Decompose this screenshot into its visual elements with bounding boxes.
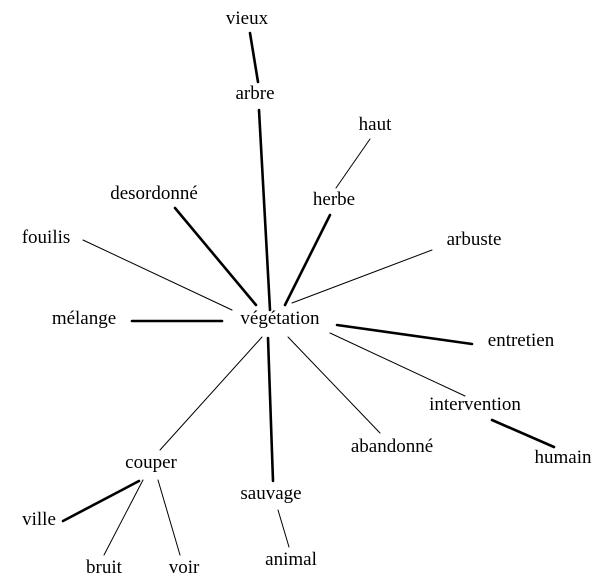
edge-sauvage-animal (278, 510, 289, 547)
word-abandonne: abandonné (350, 436, 434, 457)
edge-vegetation-sauvage (268, 338, 273, 481)
word-ville: ville (22, 509, 56, 530)
word-couper: couper (125, 452, 177, 473)
edge-couper-bruit (104, 480, 143, 555)
edges-layer (63, 33, 554, 555)
edge-vegetation-entretien (337, 325, 472, 344)
edge-arbuste-vegetation (292, 250, 432, 303)
edge-intervention-humain (492, 420, 554, 447)
word-voir: voir (168, 557, 200, 578)
word-fouilis: fouilis (21, 227, 71, 248)
edge-vieux-arbre (250, 33, 258, 82)
edge-desordonne-vegetation (175, 208, 256, 305)
word-vegetation: végétation (240, 308, 320, 329)
word-arbuste: arbuste (446, 229, 502, 250)
word-haut: haut (358, 114, 392, 135)
word-melange: mélange (51, 308, 117, 329)
word-herbe: herbe (312, 189, 356, 210)
edge-vegetation-couper (160, 337, 262, 450)
edge-vegetation-intervention (330, 333, 465, 396)
edge-arbre-vegetation (259, 110, 270, 310)
word-desordonne: desordonné (110, 183, 198, 204)
word-vieux: vieux (225, 8, 269, 29)
word-arbre: arbre (235, 83, 275, 104)
edge-haut-herbe (336, 139, 370, 188)
word-humain: humain (534, 447, 592, 468)
labels-layer (22, 8, 592, 578)
word-bruit: bruit (86, 557, 122, 578)
word-sauvage: sauvage (240, 483, 302, 504)
word-animal: animal (265, 549, 317, 570)
edge-couper-ville (63, 481, 139, 521)
edge-vegetation-abandonne (288, 337, 380, 433)
word-entretien: entretien (487, 330, 555, 351)
word-intervention: intervention (429, 394, 521, 415)
edge-couper-voir (158, 480, 180, 555)
